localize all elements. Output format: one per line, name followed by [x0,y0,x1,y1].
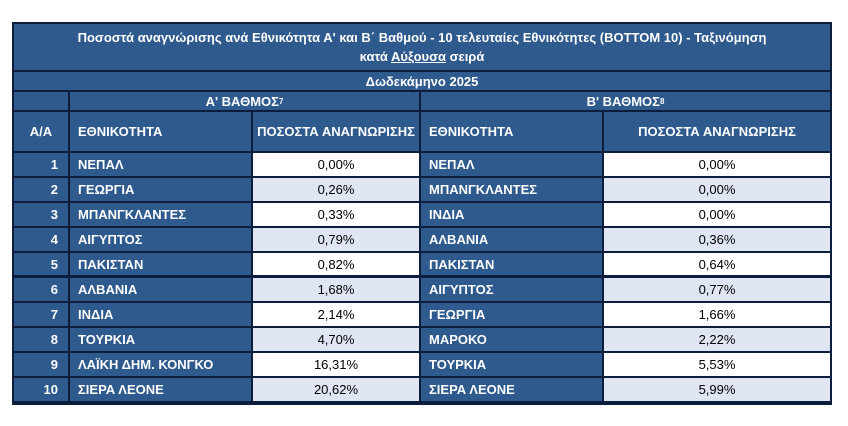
table-row [14,303,830,328]
table-title [14,24,830,72]
nationality-b: ΓΕΩΡΓΙΑ [421,303,604,328]
nationality-a: ΠΑΚΙΣΤΑΝ [70,253,253,278]
nationality-b: ΙΝΔΙΑ [421,203,604,228]
rate-b: 0,36% [604,228,830,253]
rate-a: 20,62% [253,378,421,403]
column-header-nationality-a: ΕΘΝΙΚΟΤΗΤΑ [70,112,253,153]
rate-a: 16,31% [253,353,421,378]
column-header-rate-a: ΠΟΣΟΣΤΑ ΑΝΑΓΝΩΡΙΣΗΣ [253,112,421,153]
row-index: 1 [14,153,70,178]
rate-b: 2,22% [604,328,830,353]
nationality-a: ΝΕΠΑΛ [70,153,253,178]
row-index: 8 [14,328,70,353]
row-index: 3 [14,203,70,228]
row-index: 4 [14,228,70,253]
nationality-b: ΑΛΒΑΝΙΑ [421,228,604,253]
row-index: 2 [14,178,70,203]
rate-b: 1,66% [604,303,830,328]
column-header-aa: Α/Α [14,112,70,153]
rate-b: 0,00% [604,153,830,178]
table-row [14,178,830,203]
group-header-b [421,92,830,112]
table-row [14,353,830,378]
rate-a: 0,26% [253,178,421,203]
rate-a: 0,33% [253,203,421,228]
title-line-2 [360,47,485,66]
nationality-b: ΜΑΡΟΚΟ [421,328,604,353]
title-line-2-suffix: σειρά [446,49,485,64]
title-line-2-underlined: Αύξουσα [391,49,447,64]
table-row [14,253,830,278]
group-a-label: Α' ΒΑΘΜΟΣ [205,93,279,109]
group-a-note: 7 [278,96,284,106]
recognition-rates-table [12,22,832,405]
rate-b: 5,53% [604,353,830,378]
column-header-nationality-b: ΕΘΝΙΚΟΤΗΤΑ [421,112,604,153]
row-index: 5 [14,253,70,278]
nationality-a: ΣΙΕΡΑ ΛΕΟΝΕ [70,378,253,403]
rate-a: 0,79% [253,228,421,253]
nationality-b: ΤΟΥΡΚΙΑ [421,353,604,378]
title-line-1: Ποσοστά αναγνώρισης ανά Εθνικότητα Α' και Β΄ Βαθμού - 10 τελευταίες Εθνικότητες (BOTTOM 10) - Ταξινόμηση [77,30,767,45]
title-line-2-prefix: κατά [359,49,392,64]
rate-a: 0,00% [253,153,421,178]
nationality-a: ΓΕΩΡΓΙΑ [70,178,253,203]
table-row [14,203,830,228]
row-index: 6 [14,278,70,303]
rate-b: 0,64% [604,253,830,278]
nationality-a: ΑΛΒΑΝΙΑ [70,278,253,303]
row-index: 10 [14,378,70,403]
nationality-a: ΑΙΓΥΠΤΟΣ [70,228,253,253]
empty-aa-group-cell [14,92,70,112]
nationality-b: ΑΙΓΥΠΤΟΣ [421,278,604,303]
table-row [14,228,830,253]
nationality-a: ΛΑΪΚΗ ΔΗΜ. ΚΟΝΓΚΟ [70,353,253,378]
group-header-a [70,92,421,112]
nationality-a: ΜΠΑΝΓΚΛΑΝΤΕΣ [70,203,253,228]
table-row [14,378,830,403]
period-label: Δωδεκάμηνο 2025 [14,72,830,92]
rate-a: 2,14% [253,303,421,328]
rate-a: 4,70% [253,328,421,353]
nationality-a: ΙΝΔΙΑ [70,303,253,328]
table-body [14,153,830,403]
row-index: 7 [14,303,70,328]
table-row [14,153,830,178]
nationality-b: ΝΕΠΑΛ [421,153,604,178]
table-row [14,328,830,353]
column-header-rate-b: ΠΟΣΟΣΤΑ ΑΝΑΓΝΩΡΙΣΗΣ [604,112,830,153]
nationality-b: ΣΙΕΡΑ ΛΕΟΝΕ [421,378,604,403]
rate-b: 0,77% [604,278,830,303]
row-index: 9 [14,353,70,378]
nationality-b: ΠΑΚΙΣΤΑΝ [421,253,604,278]
rate-b: 5,99% [604,378,830,403]
nationality-a: ΤΟΥΡΚΙΑ [70,328,253,353]
group-b-note: 8 [659,96,665,106]
group-b-label: Β' ΒΑΘΜΟΣ [586,93,660,109]
rate-b: 0,00% [604,203,830,228]
nationality-b: ΜΠΑΝΓΚΛΑΝΤΕΣ [421,178,604,203]
rate-b: 0,00% [604,178,830,203]
rate-a: 0,82% [253,253,421,278]
table-row [14,278,830,303]
rate-a: 1,68% [253,278,421,303]
